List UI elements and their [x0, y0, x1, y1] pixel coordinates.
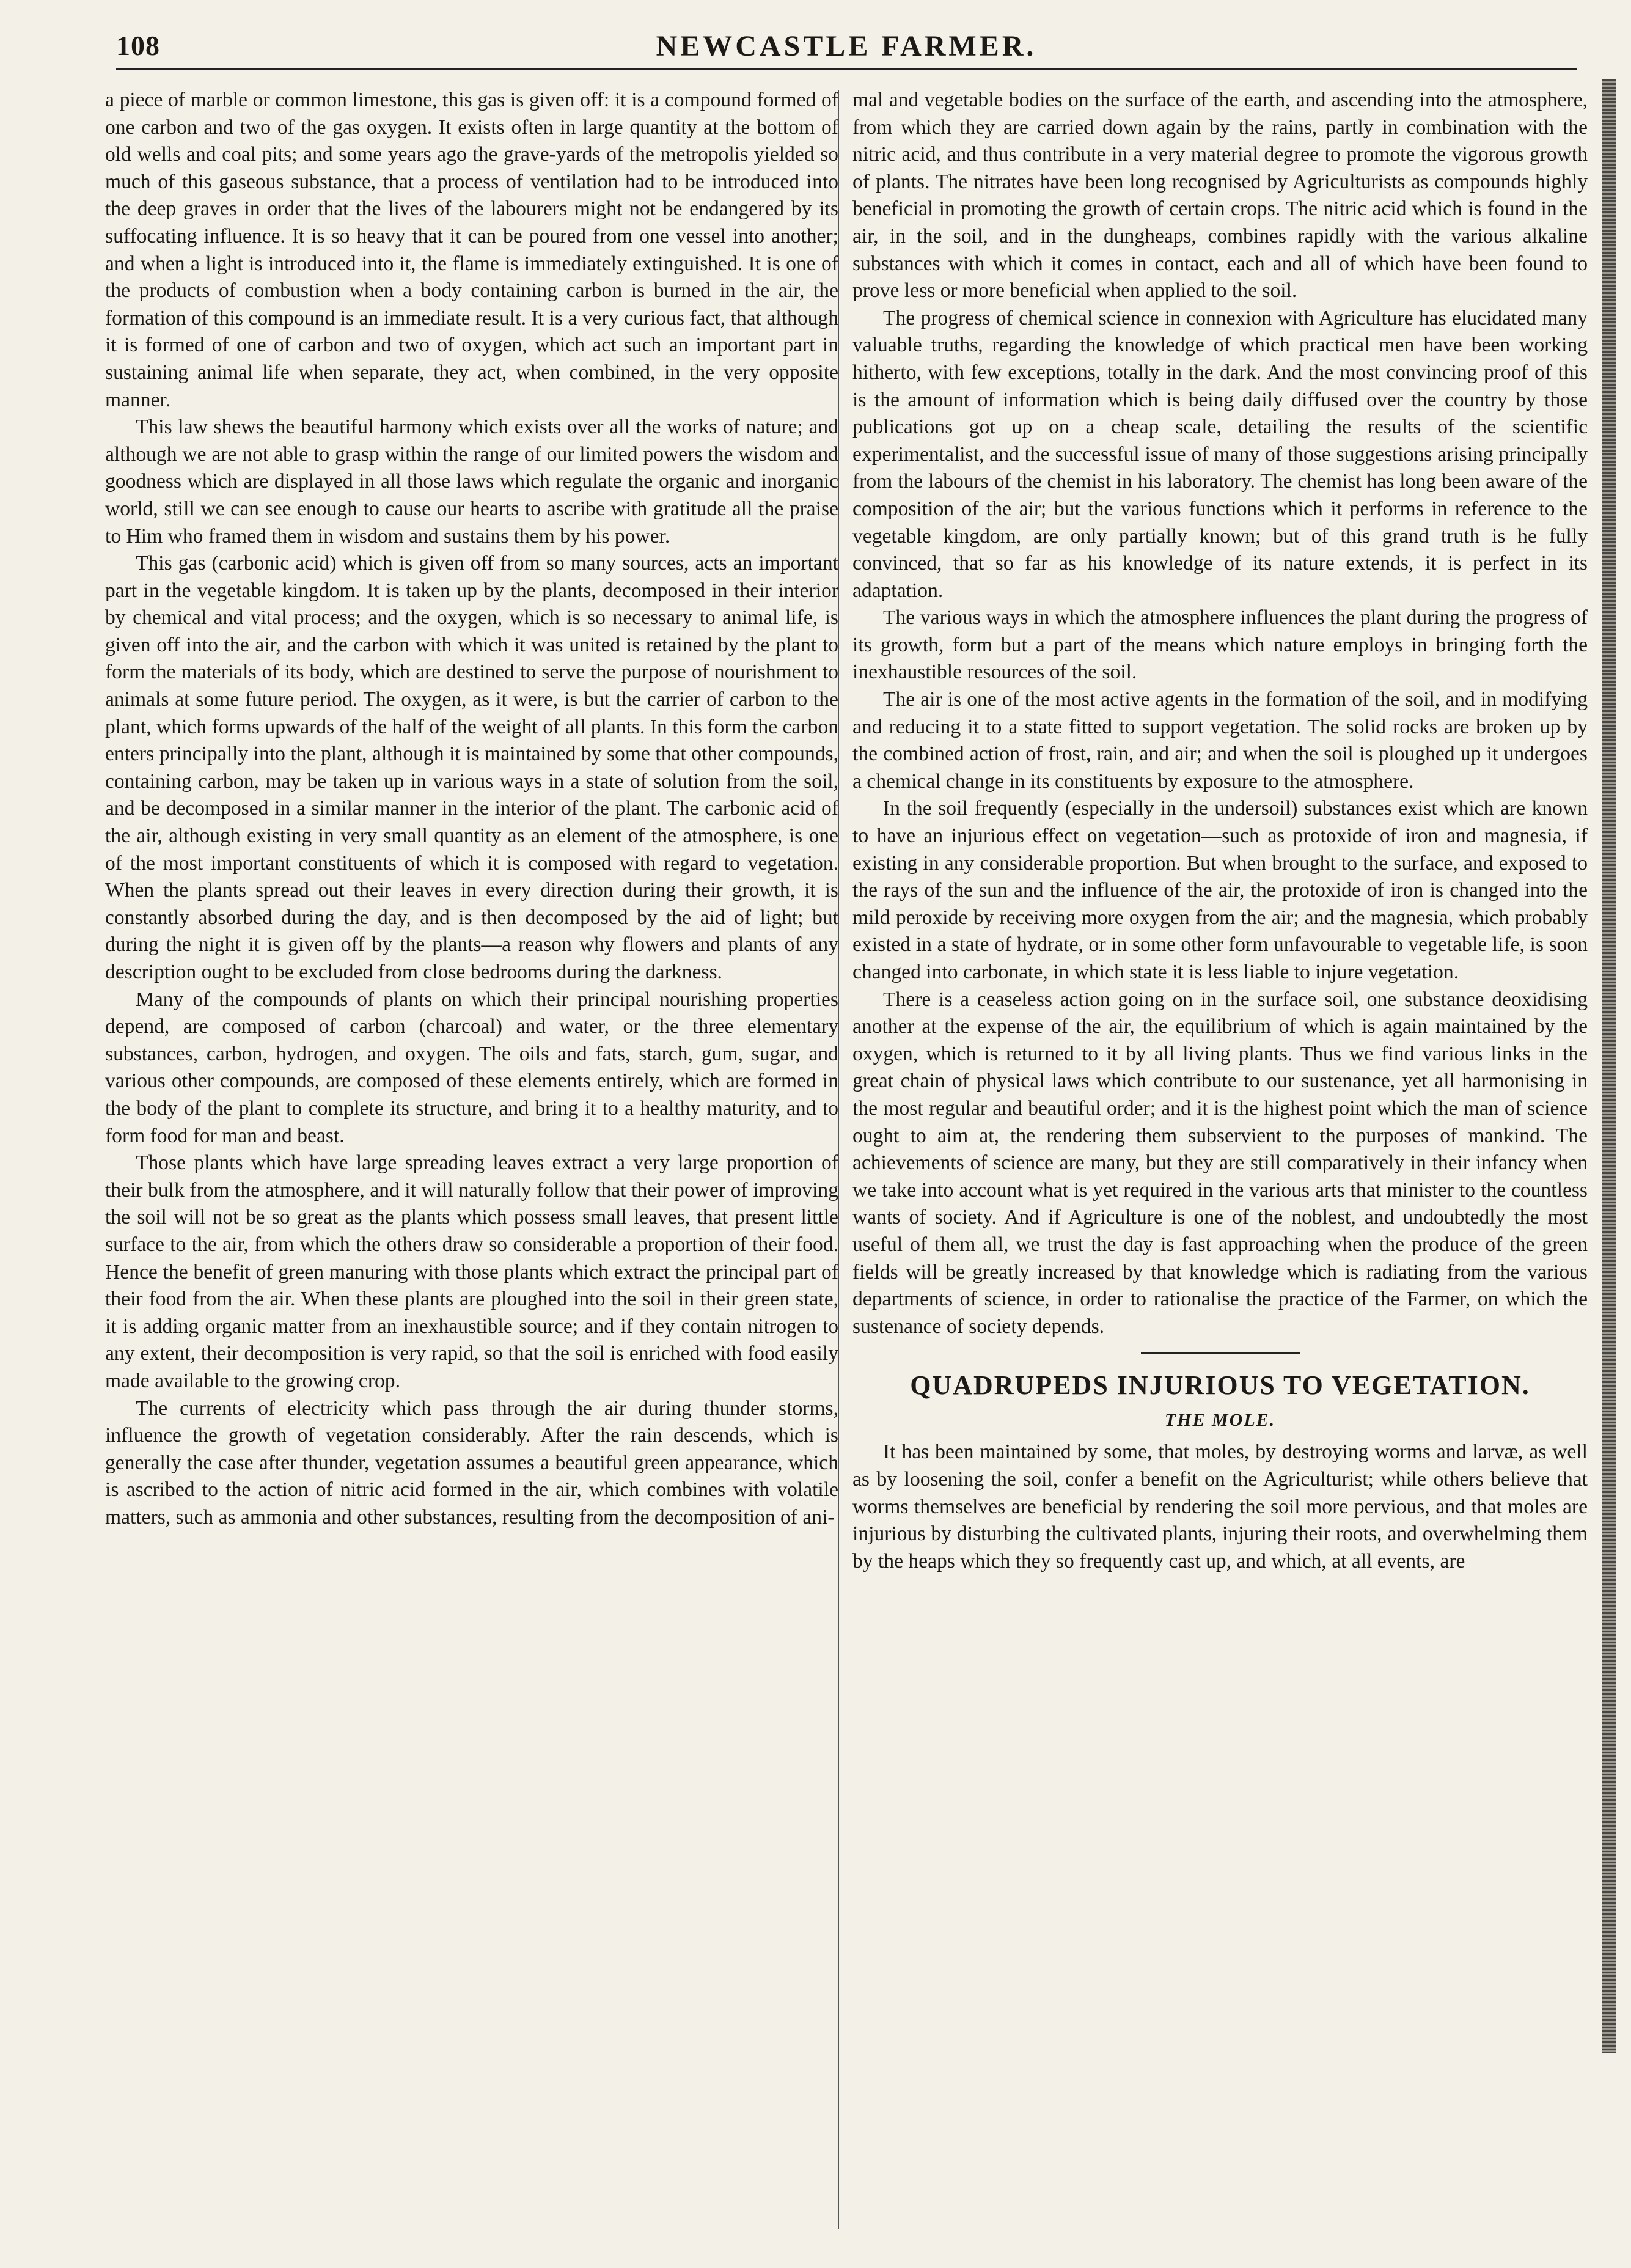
paragraph: Many of the compounds of plants on which their principal nourishing properties depend, are composed of carbon (charcoal) and water, or the three elementary substances, carbon, hydrogen, and oxygen. The oils and fats, starch, gum, sugar, and various other compounds, are composed of these elements entirely, which are formed in the body of the plant to complete its structure, and bring it to a healthy maturity, and to form food for man and beast.: [105, 988, 838, 1147]
paragraph: There is a ceaseless action going on in the surface soil, one substance deoxidising another at the expense of the air, the equilibrium of which is again maintained by the oxygen, which is returned to it by all living plants. Thus we find various links in the great chain of physical laws which contribute to our sustenance, yet all harmonising in the most regular and beautiful order; and it is the highest point which the man of science ought to aim at, the rendering them subservient to the purposes of mankind. The achievements of science are many, but they are still comparatively in their infancy when we take into account what is yet required in the various arts that minister to the countless wants of society. And if Agriculture is one of the noblest, and undoubtedly the most useful of them all, we trust the day is fast approaching when the produce of the green fields will be greatly increased by that knowledge which is radiating from the various departments of science, in order to rationalise the practice of the Farmer, on which the sustenance of society depends.: [852, 988, 1588, 1338]
page-number: 108: [116, 30, 160, 61]
paragraph: mal and vegetable bodies on the surface of the earth, and ascending into the atmosphere, from which they are carried down again by the rains, partly in combination with the nitric acid, and thus contribute in a very material degree to promote the vigorous growth of plants. The nitrates have been long recognised by Agriculturists as compounds highly beneficial in promoting the growth of certain crops. The nitric acid which is found in the air, in the soil, and in the dungheaps, combines rapidly with the various alkaline substances with which it comes in contact, each and all of which have been found to prove less or more beneficial when applied to the soil.: [852, 89, 1588, 303]
paragraph: This law shews the beautiful harmony which exists over all the works of nature; and although we are not able to grasp within the range of our limited powers the wisdom and goodness which are displayed in all those laws which regulate the organic and inorganic world, still we can see enough to cause our hearts to ascribe with gratitude all the praise to Him who framed them in wisdom and sustains them by his power.: [105, 416, 838, 548]
right-column: [852, 87, 1588, 1575]
paragraph: This gas (carbonic acid) which is given off from so many sources, acts an important part in the vegetable kingdom. It is taken up by the plants, decomposed in their interior by chemical and vital process; and the oxygen, which is so necessary to animal life, is given off into the air, and the carbon with which it was united is retained by the plant to form the materials of its body, which are destined to serve the purpose of nourishment to animals at some future period. The oxygen, as it were, is but the carrier of carbon to the plant, which forms upwards of the half of the weight of all plants. In this form the carbon enters principally into the plant, although it is maintained by some that other compounds, containing carbon, may be taken up in various ways in a state of solution from the soil, and be decomposed in a similar manner in the interior of the plant. The carbonic acid of the air, although existing in very small quantity as an element of the atmosphere, is one of the most important constituents of which it is composed with regard to vegetation. When the plants spread out their leaves in every direction during their growth, it is constantly absorbed during the day, and is then decomposed by the aid of light; but during the night it is given off by the plants—a reason why flowers and plants of any description ought to be excluded from close bedrooms during the darkness.: [105, 552, 838, 983]
header-rule: [116, 68, 1577, 70]
section-heading: QUADRUPEDS INJURIOUS TO VEGETATION.: [910, 1370, 1530, 1401]
running-title: NEWCASTLE FARMER.: [656, 30, 1037, 62]
column-divider: [838, 90, 839, 2229]
paragraph: The currents of electricity which pass through the air during thunder storms, influence the growth of vegetation considerably. After the rain descends, which is generally the case after thunder, vegetation assumes a beautiful green appearance, which is ascribed to the action of nitric acid formed in the air, which combines with volatile matters, such as ammonia and other substances, resulting from the decomposition of ani-: [105, 1396, 838, 1529]
paragraph: In the soil frequently (especially in the undersoil) substances exist which are known to have an injurious effect on vegetation—such as protoxide of iron and magnesia, if existing in any considerable proportion. But when brought to the surface, and exposed to the rays of the sun and the influence of the air, the protoxide of iron is changed into the mild peroxide by receiving more oxygen from the air; and the magnesia, which probably existed in a state of hydrate, or in some other form unfavourable to vegetable life, is soon changed into carbonate, in which state it is less liable to injure vegetation.: [852, 797, 1588, 983]
paragraph: It has been maintained by some, that moles, by destroying worms and larvæ, as well as by loosening the soil, confer a benefit on the Agriculturist; while others believe that worms themselves are beneficial by rendering the soil more pervious, and that moles are injurious by disturbing the cultivated plants, injuring their roots, and overwhelming them by the heaps which they so frequently cast up, and which, at all events, are: [852, 1440, 1588, 1573]
page-header: [116, 29, 1577, 66]
paragraph: a piece of marble or common limestone, this gas is given off: it is a compound formed of one carbon and two of the gas oxygen. It exists often in large quantity at the bottom of old wells and coal pits; and some years ago the grave-yards of the metropolis yielded so much of this gaseous substance, that a process of ventilation had to be introduced into the deep graves in order that the lives of the labourers might not be endangered by its suffocating influence. It is so heavy that it can be poured from one vessel into another; and when a light is introduced into it, the flame is immediately extinguished. It is one of the products of combustion when a body containing carbon is burned in the air, the formation of this compound is an immediate result. It is a very curious fact, that although it is formed of one of carbon and two of oxygen, which act such an important part in sustaining animal life when separate, they act, when combined, in the very opposite manner.: [105, 89, 838, 411]
section-subheading: THE MOLE.: [1164, 1410, 1276, 1431]
paragraph: Those plants which have large spreading leaves extract a very large proportion of their bulk from the atmosphere, and it will naturally follow that their power of improving the soil will not be so great as the plants which possess small leaves, that present little surface to the air, from which the others draw so considerable a proportion of their food. Hence the benefit of green manuring with those plants which extract the principal part of their food from the air. When these plants are ploughed into the soil in their green state, it is adding organic matter from an inexhaustible source; and if they contain nitrogen to any extent, their decomposition is very rapid, so that the soil is enriched with food easily made available to the growing crop.: [105, 1151, 838, 1392]
binding-edge: [1602, 79, 1616, 2053]
paragraph: The various ways in which the atmosphere influences the plant during the progress of its growth, form but a part of the means which nature employs in bringing forth the inexhaustible resources of the soil.: [852, 606, 1588, 684]
paragraph: The air is one of the most active agents in the formation of the soil, and in modifying and reducing it to a state fitted to support vegetation. The solid rocks are broken up by the combined action of frost, rain, and air; and when the soil is ploughed up it undergoes a chemical change in its constituents by exposure to the atmosphere.: [852, 688, 1588, 793]
section-rule: [1141, 1352, 1300, 1354]
left-column: [105, 87, 838, 1531]
paragraph: The progress of chemical science in connexion with Agriculture has elucidated many valuable truths, regarding the knowledge of which practical men have been working hitherto, with few exceptions, totally in the dark. And the most convincing proof of this is the amount of information which is being daily diffused over the country by those publications got up on a cheap scale, detailing the results of the scientific experimentalist, and the successful issue of many of those suggestions arising principally from the labours of the chemist in his laboratory. The chemist has long been aware of the composition of the air; but the various functions which it performs in reference to the vegetable kingdom, are only partially known; but of this grand truth is he fully convinced, that so far as his knowledge of its nature extends, it is perfect in its adaptation.: [852, 306, 1588, 602]
